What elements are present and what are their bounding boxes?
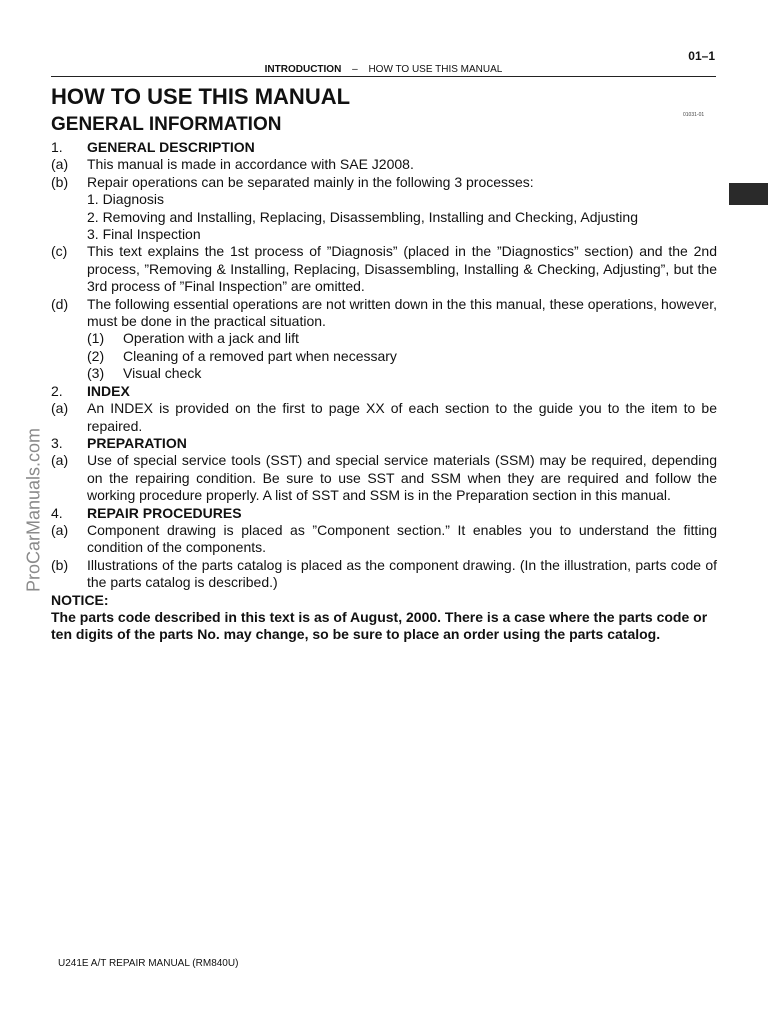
item-label: (a) bbox=[51, 156, 69, 173]
section-title: REPAIR PROCEDURES bbox=[87, 504, 242, 521]
sub-item-text: Cleaning of a removed part when necessary bbox=[123, 347, 397, 364]
list-item bbox=[51, 174, 717, 191]
item-text: This manual is made in accordance with SAE J2008. bbox=[87, 156, 414, 173]
sub-item-label: (2) bbox=[87, 347, 105, 364]
item-label: (a) bbox=[51, 521, 69, 538]
notice-label: NOTICE: bbox=[51, 591, 109, 608]
sub-item-text: Visual check bbox=[123, 365, 202, 382]
process-item: 3. Final Inspection bbox=[87, 226, 201, 243]
sub-item-label: (3) bbox=[87, 365, 105, 382]
page-number: 01–1 bbox=[688, 49, 715, 63]
section-heading bbox=[51, 505, 717, 522]
section-number: 3. bbox=[51, 434, 63, 451]
header-separator: – bbox=[352, 64, 358, 75]
section-title: PREPARATION bbox=[87, 434, 187, 451]
sub-item bbox=[51, 330, 717, 347]
section-tab-marker bbox=[729, 183, 768, 205]
running-header bbox=[51, 64, 716, 75]
list-item bbox=[51, 557, 717, 592]
item-label: (d) bbox=[51, 295, 69, 312]
header-topic: HOW TO USE THIS MANUAL bbox=[368, 64, 503, 75]
list-item bbox=[51, 400, 717, 435]
watermark: ProCarManuals.com bbox=[23, 427, 44, 593]
item-label: (a) bbox=[51, 452, 69, 469]
item-label: (c) bbox=[51, 243, 68, 260]
footer-text: U241E A/T REPAIR MANUAL (RM840U) bbox=[58, 958, 239, 969]
section-number: 2. bbox=[51, 382, 63, 399]
sub-item bbox=[51, 348, 717, 365]
item-text: Repair operations can be separated mainly in the following 3 processes: bbox=[87, 173, 534, 190]
sub-item bbox=[51, 365, 717, 382]
section-heading bbox=[51, 383, 717, 400]
item-text: The following essential operations are not written down in the this manual, these operations, however, must be done in the practical situation. bbox=[87, 295, 717, 330]
list-item bbox=[51, 452, 717, 504]
header-section: INTRODUCTION bbox=[264, 64, 342, 75]
section-title: INDEX bbox=[87, 382, 130, 399]
section-title: GENERAL DESCRIPTION bbox=[87, 139, 255, 155]
item-label: (b) bbox=[51, 556, 69, 573]
list-item bbox=[51, 243, 717, 295]
section-number: 4. bbox=[51, 504, 63, 521]
item-label: (b) bbox=[51, 173, 69, 190]
process-item: 2. Removing and Installing, Replacing, Disassembling, Installing and Checking, Adjusting bbox=[87, 208, 638, 225]
section-heading bbox=[51, 139, 717, 156]
list-item bbox=[51, 522, 717, 557]
item-text: Use of special service tools (SST) and special service materials (SSM) may be required, depending on the repairing condition. Be sure to use SST and SSM when they are required and follow the working procedure properly. A list of SST and SSM is in the Preparation section in this manual. bbox=[87, 452, 717, 504]
section-heading bbox=[51, 435, 717, 452]
sub-item-label: (1) bbox=[87, 330, 105, 347]
header-rule bbox=[51, 76, 716, 77]
sub-item-text: Operation with a jack and lift bbox=[123, 330, 299, 347]
process-item: 1. Diagnosis bbox=[87, 191, 165, 208]
document-body bbox=[51, 139, 717, 644]
doc-code: 01031-01 bbox=[683, 112, 705, 118]
item-label: (a) bbox=[51, 400, 69, 417]
item-text: This text explains the 1st process of ”Diagnosis” (placed in the ”Diagnostics” section) and the 2nd process, ”Removing & Installing, Replacing, Disassembling, Installing & Checking, Adjusting”, but the 3rd process of ”Final Inspection” are omitted. bbox=[87, 243, 717, 295]
list-item bbox=[51, 296, 717, 331]
page-subtitle: GENERAL INFORMATION bbox=[51, 114, 282, 135]
page-title: HOW TO USE THIS MANUAL bbox=[51, 84, 351, 109]
list-item bbox=[51, 156, 717, 173]
item-text: Illustrations of the parts catalog is placed as the component drawing. (In the illustration, parts code of the parts catalog is described.) bbox=[87, 556, 717, 591]
notice-text: The parts code described in this text is as of August, 2000. There is a case where the parts code or ten digits of the parts No. may change, so be sure to place an order using the parts catalog. bbox=[51, 608, 708, 643]
item-text: An INDEX is provided on the first to page XX of each section to the guide you to the item to be repaired. bbox=[87, 400, 717, 434]
item-text: Component drawing is placed as ”Component section.” It enables you to understand the fitting condition of the components. bbox=[87, 521, 717, 556]
section-number: 1. bbox=[51, 139, 63, 155]
